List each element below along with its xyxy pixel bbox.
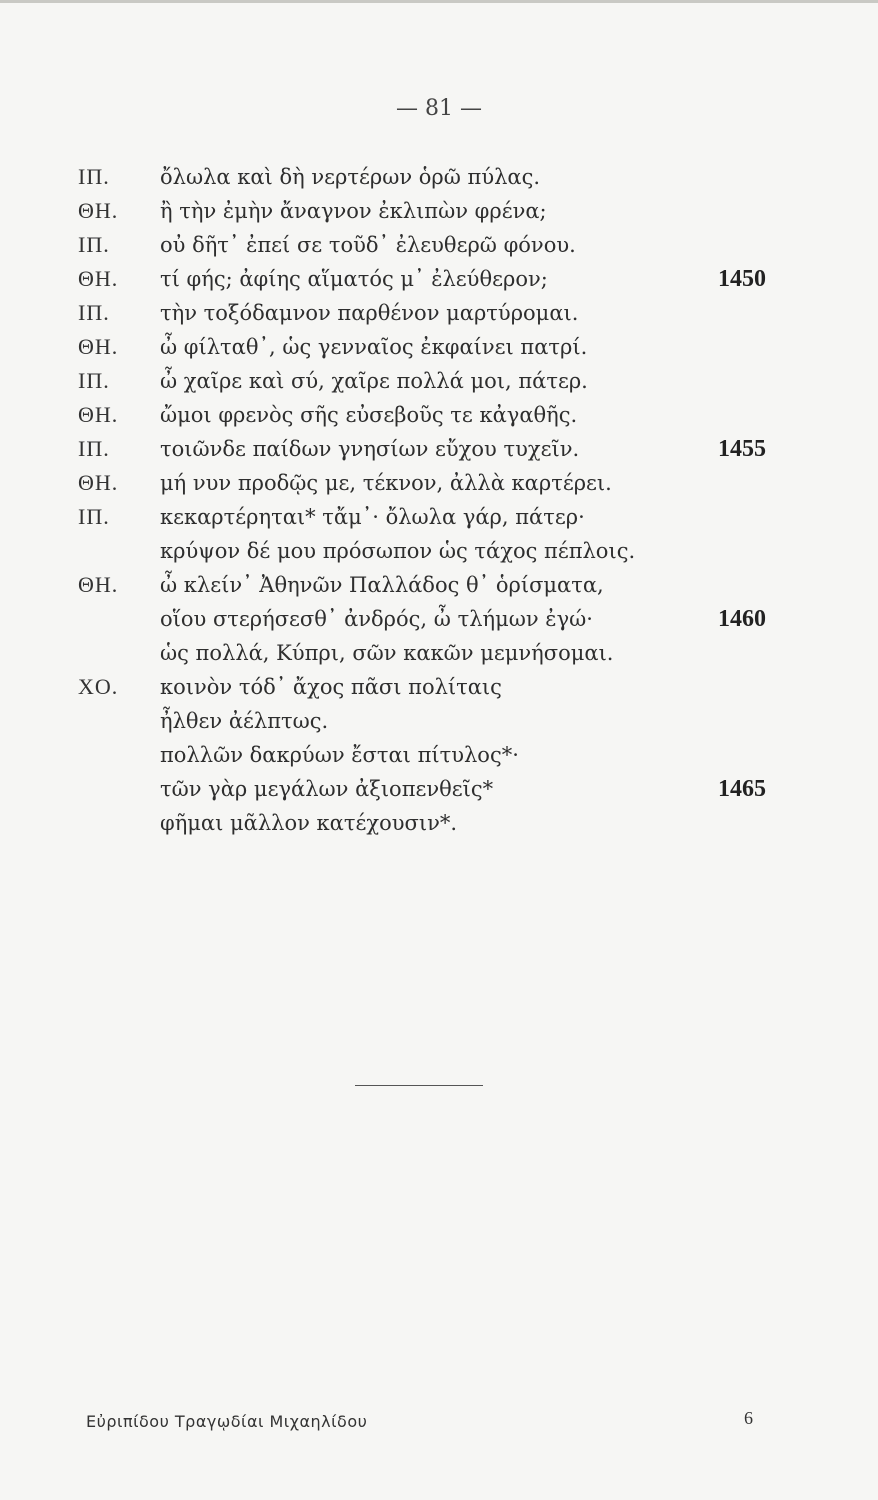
speaker-label: ΙΠ. (78, 436, 110, 461)
verse-line (0, 670, 878, 704)
verse-text: τί φής; ἀφίης αἵματός μ᾽ ἐλεύθερον; (160, 267, 548, 291)
speaker-label: ΙΠ. (78, 368, 110, 393)
line-number: 1450 (718, 266, 766, 292)
verse-line (0, 228, 878, 262)
verse-line (0, 296, 878, 330)
verse-text: ὡς πολλά, Κύπρι, σῶν κακῶν μεμνήσομαι. (160, 641, 614, 665)
speaker-label: ΘΗ. (78, 334, 119, 359)
verse-block (0, 160, 878, 840)
verse-text: οἵου στερήσεσθ᾽ ἀνδρός, ὦ τλήμων ἐγώ· (160, 607, 593, 631)
verse-line (0, 432, 878, 466)
verse-line (0, 194, 878, 228)
verse-line (0, 772, 878, 806)
verse-text: ἦλθεν ἀέλπτως. (160, 709, 329, 733)
verse-text: πολλῶν δακρύων ἔσται πίτυλος*· (160, 743, 519, 767)
footnote-separator (355, 1085, 483, 1086)
verse-line (0, 500, 878, 534)
verse-line (0, 704, 878, 738)
verse-line (0, 568, 878, 602)
verse-text: κοινὸν τόδ᾽ ἄχος πᾶσι πολίταις (160, 675, 502, 699)
speaker-label: ΙΠ. (78, 164, 110, 189)
speaker-label: ΘΗ. (78, 402, 119, 427)
verse-line (0, 160, 878, 194)
verse-line (0, 466, 878, 500)
speaker-label: ΙΠ. (78, 504, 110, 529)
verse-text: ὦ χαῖρε καὶ σύ, χαῖρε πολλά μοι, πάτερ. (160, 369, 588, 393)
speaker-label: ΘΗ. (78, 470, 119, 495)
verse-text: ὤμοι φρενὸς σῆς εὐσεβοῦς τε κἀγαθῆς. (160, 403, 578, 427)
verse-text: τοιῶνδε παίδων γνησίων εὔχου τυχεῖν. (160, 437, 580, 461)
speaker-label: ΘΗ. (78, 198, 119, 223)
speaker-label: ΙΠ. (78, 300, 110, 325)
verse-text: οὐ δῆτ᾽ ἐπεί σε τοῦδ᾽ ἐλευθερῶ φόνου. (160, 233, 576, 257)
verse-text: ὦ κλείν᾽ Ἀθηνῶν Παλλάδος θ᾽ ὁρίσματα, (160, 573, 604, 597)
verse-line (0, 738, 878, 772)
verse-text: ἢ τὴν ἐμὴν ἄναγνον ἐκλιπὼν φρένα; (160, 199, 547, 223)
line-number: 1465 (718, 776, 766, 802)
top-edge-rule (0, 0, 878, 3)
verse-line (0, 398, 878, 432)
footer-book-title: Εὐριπίδου Τραγῳδίαι Μιχαηλίδου (86, 1412, 368, 1431)
verse-text: φῆμαι μᾶλλον κατέχουσιν*. (160, 811, 458, 835)
speaker-label: ΘΗ. (78, 572, 119, 597)
verse-text: κρύψον δέ μου πρόσωπον ὡς τάχος πέπλοις. (160, 539, 636, 563)
verse-text: τῶν γὰρ μεγάλων ἀξιοπενθεῖς* (160, 777, 494, 801)
verse-line (0, 262, 878, 296)
verse-text: ὦ φίλταθ᾽, ὡς γενναῖος ἐκφαίνει πατρί. (160, 335, 588, 359)
page-number: — 81 — (396, 96, 482, 121)
line-number: 1455 (718, 436, 766, 462)
verse-text: τὴν τοξόδαμνον παρθένον μαρτύρομαι. (160, 301, 579, 325)
line-number: 1460 (718, 606, 766, 632)
printer-signature: 6 (744, 1408, 753, 1428)
verse-text: ὄλωλα καὶ δὴ νερτέρων ὁρῶ πύλας. (160, 165, 541, 189)
verse-line (0, 330, 878, 364)
speaker-label: ΙΠ. (78, 232, 110, 257)
verse-text: κεκαρτέρηται* τἄμ᾽· ὄλωλα γάρ, πάτερ· (160, 505, 585, 529)
verse-line (0, 602, 878, 636)
speaker-label: ΘΗ. (78, 266, 119, 291)
verse-text: μή νυν προδῷς με, τέκνον, ἀλλὰ καρτέρει. (160, 471, 612, 495)
verse-line (0, 636, 878, 670)
verse-line (0, 534, 878, 568)
verse-line (0, 806, 878, 840)
verse-line (0, 364, 878, 398)
speaker-label: ΧΟ. (78, 674, 119, 699)
